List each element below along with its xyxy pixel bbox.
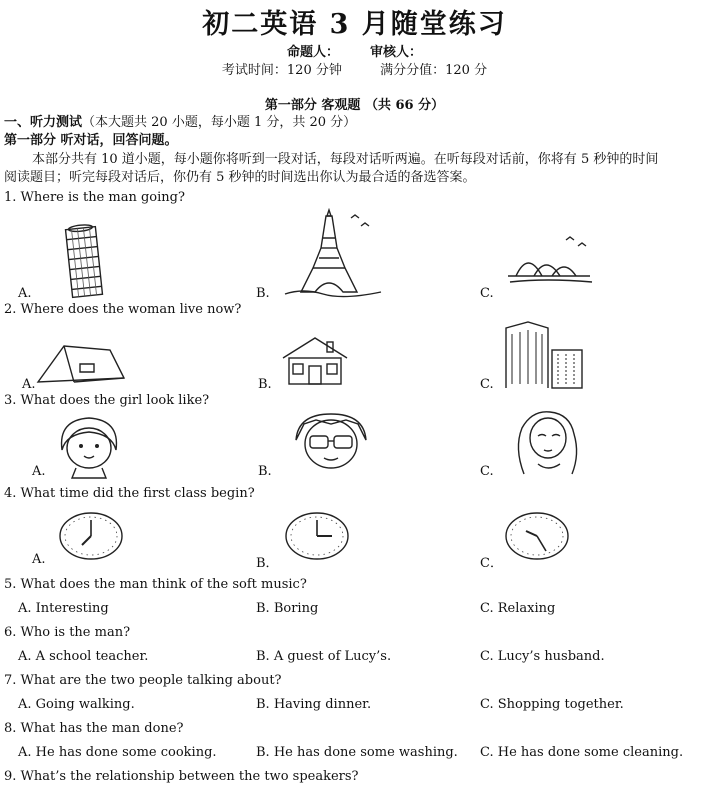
section-title [4, 111, 356, 130]
question-7: 7. What are the two people talking about? [4, 673, 282, 688]
q4-option-b[interactable]: B． [256, 556, 279, 571]
q7-option-b[interactable]: B. Having dinner. [256, 697, 372, 712]
short-hair-girl-icon [54, 414, 124, 480]
question-4: 4. What time did the first class begin? [4, 486, 255, 501]
q3-option-a[interactable]: A. [32, 464, 46, 479]
reviewer-label: 审核人： [370, 45, 423, 60]
question-3: 3. What does the girl look like? [4, 393, 210, 408]
q7-option-c[interactable]: C. Shopping together. [480, 697, 624, 712]
q4-option-a[interactable]: A. [32, 552, 46, 567]
question-8: 8. What has the man done? [4, 721, 184, 736]
instructions-line-1: 本部分共有 10 道小题，每小题你将听到一段对话，每段对话听两遍。在听每段对话前，你将有 5 秒钟的时间 [32, 152, 659, 167]
question-2: 2. Where does the woman live now? [4, 302, 242, 317]
q1-option-a[interactable]: A. [18, 286, 32, 301]
page-title: 初二英语 3 月随堂练习 [202, 9, 507, 40]
clock-icon [58, 511, 124, 561]
instructions-line-2: 阅读题目；听完每段对话后，你仍有 5 秒钟的时间选出你认为最合适的备选答案。 [4, 170, 476, 185]
question-5: 5. What does the man think of the soft music? [4, 577, 307, 592]
house-icon [279, 334, 351, 388]
q6-option-b[interactable]: B. A guest of Lucy’s. [256, 649, 392, 664]
q2-option-a[interactable]: A. [22, 377, 36, 392]
eiffel-tower-icon [283, 208, 383, 298]
q2-option-c[interactable]: C. [480, 377, 494, 392]
part-heading: 第一部分 客观题 （共 66 分） [264, 98, 445, 113]
q1-option-c[interactable]: C. [480, 286, 494, 301]
q3-option-b[interactable]: B. [258, 464, 272, 479]
score-label: 满分分值：120 分 [380, 63, 488, 78]
section-note: （本大题共 20 小题，每小题 1 分，共 20 分） [82, 115, 357, 130]
q3-option-c[interactable]: C. [480, 464, 494, 479]
tent-icon [34, 338, 128, 386]
long-hair-girl-icon [508, 408, 588, 478]
question-6: 6. Who is the man? [4, 625, 131, 640]
q5-option-b[interactable]: B. Boring [256, 601, 319, 616]
q5-option-a[interactable]: A. Interesting [18, 601, 109, 616]
subsection-title: 第一部分 听对话，回答问题。 [4, 133, 178, 148]
q2-option-b[interactable]: B. [258, 377, 272, 392]
q1-option-b[interactable]: B. [256, 286, 270, 301]
exam-info [0, 59, 709, 78]
section-title-text: 一、听力测试 [4, 115, 83, 130]
author-line [0, 41, 709, 60]
q5-option-c[interactable]: C. Relaxing [480, 601, 556, 616]
q8-option-c[interactable]: C. He has done some cleaning. [480, 745, 684, 760]
question-1: 1. Where is the man going? [4, 190, 185, 205]
q6-option-c[interactable]: C. Lucy’s husband. [480, 649, 605, 664]
glasses-girl-icon [286, 410, 376, 472]
question-9: 9. What’s the relationship between the two speakers? [4, 769, 359, 784]
q8-option-a[interactable]: A. He has done some cooking. [18, 745, 217, 760]
clock-icon [284, 511, 350, 561]
skyscraper-icon [502, 318, 586, 390]
time-label: 考试时间：120 分钟 [221, 63, 342, 78]
clock-icon [504, 511, 570, 561]
q8-option-b[interactable]: B. He has done some washing. [256, 745, 458, 760]
q4-option-c[interactable]: C． [480, 556, 503, 571]
leaning-tower-icon [55, 222, 113, 300]
q7-option-a[interactable]: A. Going walking. [18, 697, 135, 712]
q6-option-a[interactable]: A. A school teacher. [18, 649, 149, 664]
author-label: 命题人： [286, 45, 339, 60]
opera-house-icon [506, 236, 596, 286]
